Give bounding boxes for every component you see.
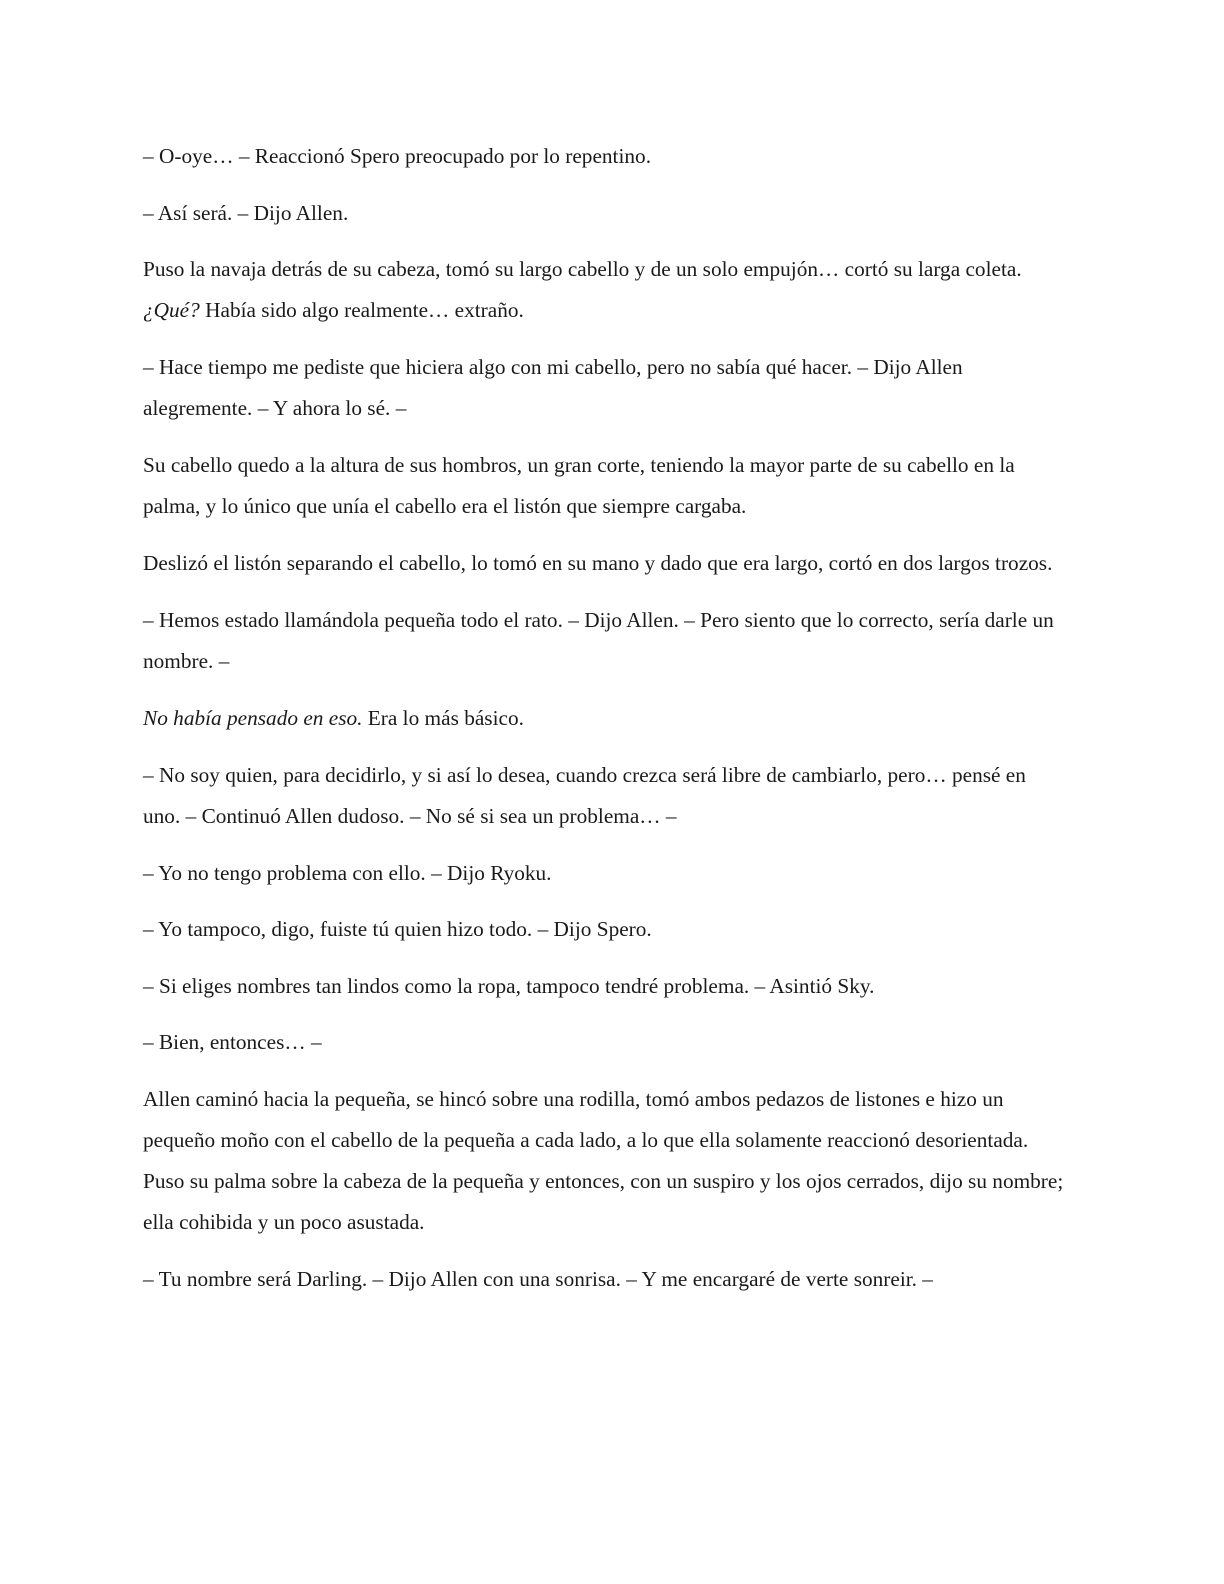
document-page xyxy=(143,136,1065,1315)
italic-text: No había pensado en eso. xyxy=(143,706,363,730)
paragraph-text: – Hace tiempo me pediste que hiciera algo con mi cabello, pero no sabía qué hacer. – Dijo Allen alegremente. – Y ahora lo sé. – xyxy=(143,355,963,420)
paragraph-text: Su cabello quedo a la altura de sus hombros, un gran corte, teniendo la mayor parte de su cabello en la palma, y lo único que unía el cabello era el listón que siempre cargaba. xyxy=(143,453,1015,518)
paragraph-text: – Así será. – Dijo Allen. xyxy=(143,200,349,225)
paragraph-14 xyxy=(143,1079,1065,1243)
paragraph-text: Deslizó el listón separando el cabello, lo tomó en su mano y dado que era largo, cortó en dos largos trozos. xyxy=(143,551,1053,575)
paragraph-text: – Hemos estado llamándola pequeña todo el rato. – Dijo Allen. – Pero siento que lo correcto, sería darle un nombre. – xyxy=(143,608,1054,673)
italic-text: ¿Qué? xyxy=(143,298,200,322)
paragraph-3 xyxy=(143,249,1065,331)
paragraph-11 xyxy=(143,909,1065,950)
paragraph-text: Había sido algo realmente… extraño. xyxy=(199,298,524,322)
paragraph-text: – No soy quien, para decidirlo, y si así lo desea, cuando crezca será libre de cambiarlo, pero… pensé en uno. – Continuó Allen dudoso. – No sé si sea un problema… – xyxy=(143,762,1026,828)
paragraph-12 xyxy=(143,966,1065,1007)
paragraph-9 xyxy=(143,755,1065,837)
paragraph-text: – O-oye… – Reaccionó Spero preocupado por lo repentino. xyxy=(143,144,652,168)
paragraph-text: – Si eliges nombres tan lindos como la ropa, tampoco tendré problema. – Asintió Sky. xyxy=(143,973,875,998)
paragraph-15 xyxy=(143,1259,1065,1300)
paragraph-text: – Bien, entonces… – xyxy=(143,1030,322,1054)
paragraph-text: – Tu nombre será Darling. – Dijo Allen con una sonrisa. – Y me encargaré de verte sonreir. – xyxy=(143,1266,933,1291)
paragraph-text: – Yo no tengo problema con ello. – Dijo Ryoku. xyxy=(143,860,552,885)
paragraph-13 xyxy=(143,1022,1065,1063)
paragraph-4 xyxy=(143,347,1065,429)
paragraph-10 xyxy=(143,853,1065,894)
paragraph-text: Era lo más básico. xyxy=(362,706,524,730)
paragraph-7 xyxy=(143,600,1065,682)
paragraph-6 xyxy=(143,543,1065,584)
paragraph-1 xyxy=(143,136,1065,177)
paragraph-text: Puso la navaja detrás de su cabeza, tomó su largo cabello y de un solo empujón… cortó su larga coleta. xyxy=(143,257,1022,281)
paragraph-2 xyxy=(143,193,1065,234)
paragraph-text: Allen caminó hacia la pequeña, se hincó sobre una rodilla, tomó ambos pedazos de listones e hizo un pequeño moño con el cabello de la pequeña a cada lado, a lo que ella solamente reaccionó desorientada. Puso su palma sobre la cabeza de la pequeña y entonces, con un suspiro y los ojos cerrados, dijo su nombre; ella cohibida y un poco asustada. xyxy=(143,1086,1064,1234)
paragraph-text: – Yo tampoco, digo, fuiste tú quien hizo todo. – Dijo Spero. xyxy=(143,917,652,941)
paragraph-8 xyxy=(143,698,1065,739)
paragraph-5 xyxy=(143,445,1065,527)
